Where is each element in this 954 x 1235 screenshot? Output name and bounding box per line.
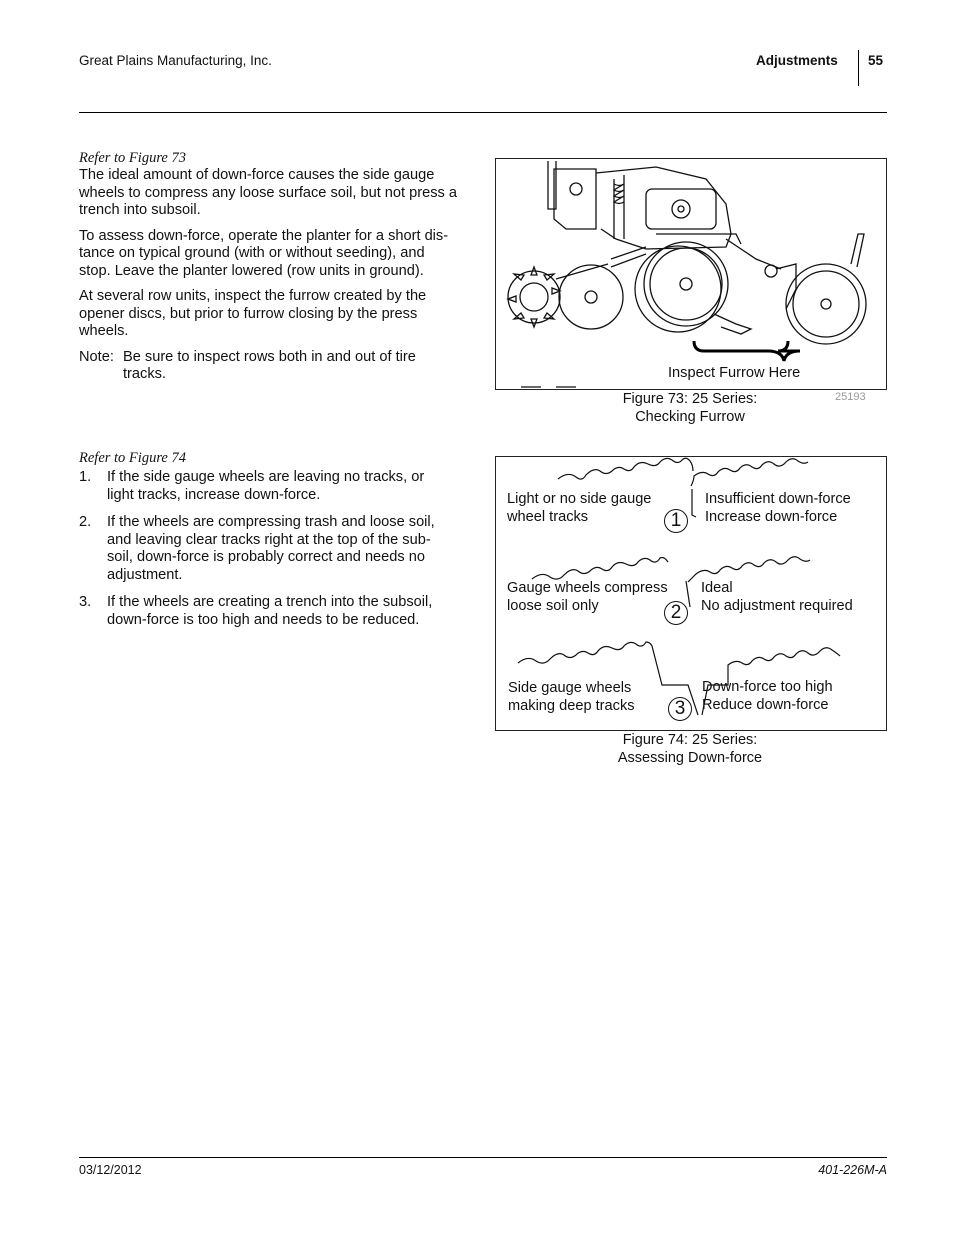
block-2 — [79, 450, 479, 639]
circled-number: 3 — [668, 697, 692, 721]
label-line: Ideal — [701, 580, 733, 596]
step-item — [79, 594, 479, 629]
step-line: down-force is too high and needs to be reduced. — [107, 611, 420, 628]
paragraph-line: stop. Leave the planter lowered (row units in ground). — [79, 262, 424, 279]
header-divider — [858, 50, 859, 86]
row-unit-illustration — [496, 159, 886, 389]
fig74-row2-left — [507, 580, 668, 615]
note-label: Note: — [79, 348, 114, 365]
paragraph-assess-downforce — [79, 228, 479, 281]
step-line: If the wheels are compressing trash and loose soil, — [107, 514, 435, 530]
label-line: Reduce down-force — [702, 696, 829, 713]
label-line: making deep tracks — [508, 697, 635, 714]
step-number: 2. — [79, 514, 92, 530]
step-line: If the wheels are creating a trench into the subsoil, — [107, 594, 433, 610]
steps-list — [79, 469, 479, 629]
company-name: Great Plains Manufacturing, Inc. — [79, 53, 272, 68]
step-line: soil, down-force is probably correct and needs no — [107, 549, 425, 565]
refer-figure-74: Refer to Figure 74 — [79, 450, 186, 466]
step-line: adjustment. — [107, 566, 183, 583]
label-line: Increase down-force — [705, 508, 838, 525]
block-1 — [79, 150, 479, 384]
caption-line: Assessing Down-force — [617, 749, 763, 766]
section-title: Adjustments — [756, 53, 838, 68]
paragraph-inspect-furrow: At several row units, inspect the furrow created by the opener discs, but prior to furrow closing by the press wheels. — [79, 288, 427, 339]
label-line: Light or no side gauge — [507, 491, 652, 507]
paragraph-line: To assess down-force, operate the planter for a short dis- — [79, 227, 449, 244]
step-number: 3. — [79, 594, 92, 610]
page-number: 55 — [868, 53, 884, 68]
step-item — [79, 514, 479, 584]
footer-date: 03/12/2012 — [79, 1163, 142, 1177]
step-line: If the side gauge wheels are leaving no tracks, or — [107, 469, 425, 485]
figure-74-frame — [495, 456, 887, 731]
label-line: wheel tracks — [507, 508, 589, 525]
header-rule — [79, 112, 887, 113]
figure-73-frame — [495, 158, 887, 390]
circled-number-3 — [668, 695, 692, 721]
circled-number-2 — [664, 599, 688, 625]
label-line: Insufficient down-force — [705, 491, 851, 507]
label-line: Side gauge wheels — [508, 680, 632, 696]
step-number: 1. — [79, 469, 92, 485]
figure-73-caption — [590, 391, 790, 426]
fig74-row1-right — [705, 491, 851, 526]
circled-number-1 — [664, 507, 688, 533]
label-line: loose soil only — [507, 597, 599, 614]
note — [79, 349, 479, 384]
footer-doc-number: 401-226M-A — [818, 1163, 887, 1177]
label-line: No adjustment required — [701, 597, 853, 614]
paragraph-ideal-downforce: The ideal amount of down-force causes the side gauge wheels to compress any loose surface soil, but not press a trench into subsoil. — [79, 167, 458, 218]
caption-line: Figure 73: 25 Series: — [622, 391, 758, 407]
step-line: and leaving clear tracks right at the top of the sub- — [107, 531, 431, 548]
step-item — [79, 469, 479, 504]
label-line: Down-force too high — [702, 679, 833, 695]
footer-rule — [79, 1157, 887, 1158]
caption-line: Checking Furrow — [635, 408, 745, 425]
refer-figure-73: Refer to Figure 73 — [79, 150, 186, 166]
paragraph-line: tance on typical ground (with or without seeding), and — [79, 245, 425, 261]
circled-number: 2 — [664, 601, 688, 625]
note-text: Be sure to inspect rows both in and out of tire tracks. — [123, 348, 416, 382]
figure-74-caption — [590, 732, 790, 767]
fig74-row2-right — [701, 580, 853, 615]
fig74-row3-left — [508, 680, 635, 715]
circled-number: 1 — [664, 509, 688, 533]
fig74-row3-right — [702, 679, 833, 714]
fig74-row1-left — [507, 491, 651, 526]
inspect-furrow-callout: Inspect Furrow Here — [668, 365, 801, 381]
caption-line: Figure 74: 25 Series: — [622, 732, 758, 748]
step-line: light tracks, increase down-force. — [107, 486, 321, 503]
label-line: Gauge wheels compress — [507, 580, 668, 596]
figure-73-code: 25193 — [835, 391, 866, 403]
